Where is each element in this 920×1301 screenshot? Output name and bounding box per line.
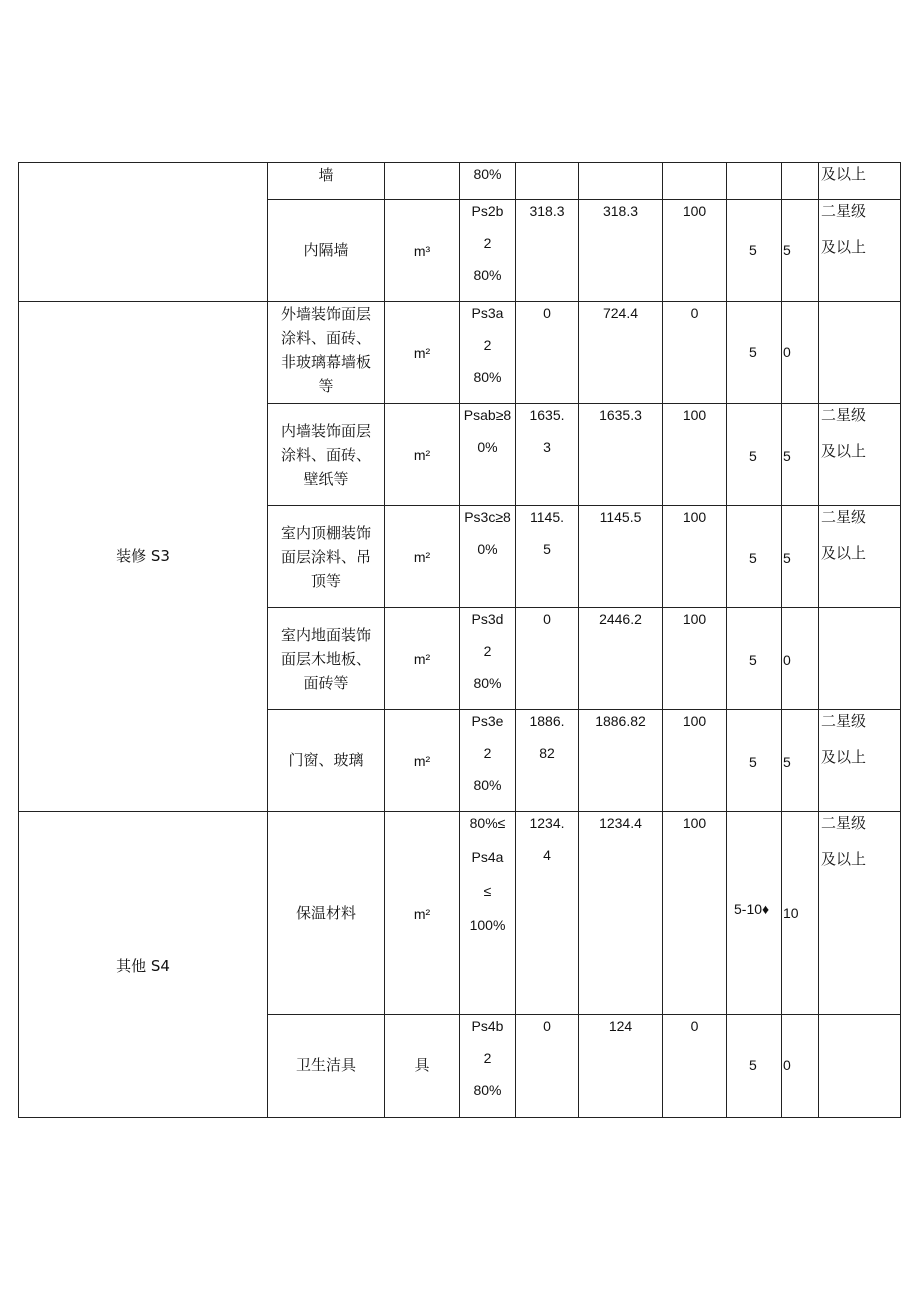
table-row-1-star [818, 199, 901, 301]
table-row-5-value-a [515, 607, 578, 709]
star-line: 二星级 [821, 712, 867, 730]
item-line: 面层木地板、 [280, 650, 371, 668]
table-row-0-value-c [662, 162, 726, 199]
table-row-1-value-b [578, 199, 662, 301]
table-row-4-star [818, 505, 901, 607]
unit-label: m² [413, 906, 431, 922]
score-range: 5 [749, 550, 757, 566]
item-label: 保温材料 [295, 904, 356, 922]
table-row-2-score [781, 301, 818, 403]
star-line: 二星级 [821, 202, 867, 220]
category-label: 装修 S3 [116, 547, 170, 565]
ratio-line: Ps3e [471, 713, 504, 729]
item-line: 壁纸等 [303, 470, 349, 488]
table-row-5-unit [384, 607, 459, 709]
table-row-2-ratio [459, 301, 515, 403]
score-range: 5 [749, 448, 757, 464]
ratio-line: Ps4b [471, 1018, 504, 1034]
item-line: 涂料、面砖、 [280, 446, 371, 464]
value-line: 100 [682, 713, 707, 729]
table-row-5-score [781, 607, 818, 709]
value-line: 0 [543, 611, 551, 627]
table-row-5-value-b [578, 607, 662, 709]
ratio-line: 2 [483, 643, 492, 659]
ratio-line: Ps3a [471, 305, 504, 321]
table-row-1-value-c [662, 199, 726, 301]
table-row-3-unit [384, 403, 459, 505]
table-row-6-value-c [662, 709, 726, 811]
materials-table [18, 162, 901, 1118]
score: 5 [783, 448, 791, 464]
unit-label: m² [413, 549, 431, 565]
score: 5 [783, 550, 791, 566]
ratio-line: Ps3c≥8 [464, 509, 511, 525]
value-line: 5 [543, 541, 551, 557]
star-line: 二星级 [821, 814, 867, 832]
table-row-6-unit [384, 709, 459, 811]
table-row-7-unit [384, 811, 459, 1014]
table-row-7-ratio [459, 811, 515, 1014]
table-row-5-item [267, 607, 384, 709]
table-row-0-score-range [726, 162, 781, 199]
ratio-line: Psab≥8 [463, 407, 512, 423]
table-row-4-score [781, 505, 818, 607]
score: 5 [783, 754, 791, 770]
star-line: 二星级 [821, 406, 867, 424]
item-line: 非玻璃幕墙板 [280, 353, 371, 371]
value-line: 4 [543, 847, 551, 863]
ratio-line: Ps4a [471, 849, 504, 865]
ratio-line: 0% [477, 541, 498, 557]
table-row-8-score [781, 1014, 818, 1118]
table-row-6-item [267, 709, 384, 811]
item-label: 墙 [318, 166, 334, 184]
table-row-0-item [267, 162, 384, 199]
ratio-line: 80% [473, 1082, 502, 1098]
table-row-7-score-range [726, 811, 781, 1014]
table-row-5-ratio [459, 607, 515, 709]
table-row-8-score-range [726, 1014, 781, 1118]
table-row-4-value-b [578, 505, 662, 607]
ratio-line: 2 [483, 745, 492, 761]
score-range: 5 [749, 652, 757, 668]
value-line: 0 [690, 305, 699, 321]
score-range: 5 [749, 1057, 757, 1073]
value-line: 1145. [530, 509, 564, 525]
value-line: 82 [539, 745, 555, 761]
table-row-1-unit [384, 199, 459, 301]
ratio-line: Ps3d [471, 611, 504, 627]
score: 10 [783, 905, 799, 921]
score: 5 [783, 242, 791, 258]
table-row-3-value-b [578, 403, 662, 505]
unit-label: m³ [413, 243, 431, 259]
value-line: 100 [682, 407, 707, 423]
table-row-4-value-a [515, 505, 578, 607]
ratio-line: 80%≤ [469, 815, 506, 831]
item-label: 内隔墙 [303, 241, 349, 259]
table-row-8-star [818, 1014, 901, 1118]
table-row-4-ratio [459, 505, 515, 607]
star-line: 及以上 [821, 748, 867, 766]
star-line: 及以上 [821, 442, 867, 460]
table-row-4-unit [384, 505, 459, 607]
table-row-4-item [267, 505, 384, 607]
table-row-0-value-b [578, 162, 662, 199]
item-label: 卫生洁具 [295, 1056, 356, 1074]
star-line: 及以上 [821, 238, 867, 256]
table-row-2-value-a [515, 301, 578, 403]
value-line: 100 [682, 203, 707, 219]
ratio-line: 80% [473, 267, 502, 283]
table-row-3-score [781, 403, 818, 505]
table-row-2-item [267, 301, 384, 403]
ratio-line: 80% [473, 675, 502, 691]
table-row-3-star [818, 403, 901, 505]
value-line: 1234.4 [599, 815, 642, 831]
score-range: 5 [749, 242, 757, 258]
table-row-6-score [781, 709, 818, 811]
category-cell-s4 [18, 811, 267, 1118]
table-row-8-item [267, 1014, 384, 1118]
star-line: 及以上 [821, 544, 867, 562]
ratio-line: 80% [473, 777, 502, 793]
value-line: 100 [682, 509, 707, 525]
table-row-3-value-a [515, 403, 578, 505]
ratio-line: 80% [473, 369, 502, 385]
category-cell-top [18, 162, 267, 301]
star-line: 及以上 [821, 850, 867, 868]
ratio-line: 2 [483, 337, 492, 353]
table-row-3-item [267, 403, 384, 505]
table-row-1-ratio [459, 199, 515, 301]
ratio-line: 2 [483, 1050, 492, 1066]
ratio-line: 2 [483, 235, 492, 251]
value-line: 0 [690, 1018, 699, 1034]
star-line: 二星级 [821, 508, 867, 526]
table-row-3-score-range [726, 403, 781, 505]
item-line: 涂料、面砖、 [280, 329, 371, 347]
value-line: 0 [543, 1018, 551, 1034]
table-row-3-ratio [459, 403, 515, 505]
unit-label: m² [413, 753, 431, 769]
table-row-1-score [781, 199, 818, 301]
ratio-line: Ps2b [471, 203, 504, 219]
category-cell-s3 [18, 301, 267, 811]
table-row-1-value-a [515, 199, 578, 301]
table-row-7-value-c [662, 811, 726, 1014]
item-line: 室内地面装饰 [280, 626, 371, 644]
item-line: 面层涂料、吊 [280, 548, 371, 566]
table-row-7-item [267, 811, 384, 1014]
table-row-2-unit [384, 301, 459, 403]
item-line: 等 [318, 377, 334, 395]
score-range: 5 [749, 754, 757, 770]
score-range: 5 [749, 344, 757, 360]
value-line: 0 [543, 305, 551, 321]
table-row-6-ratio [459, 709, 515, 811]
value-line: 100 [682, 815, 707, 831]
table-row-6-value-a [515, 709, 578, 811]
item-line: 顶等 [310, 572, 341, 590]
item-line: 面砖等 [303, 674, 349, 692]
table-row-1-item [267, 199, 384, 301]
ratio-line: 0% [477, 439, 498, 455]
table-row-8-value-b [578, 1014, 662, 1118]
score-range: 5-10♦ [734, 901, 770, 917]
item-line: 室内顶棚装饰 [280, 524, 371, 542]
value-line: 3 [543, 439, 551, 455]
table-row-6-score-range [726, 709, 781, 811]
value-line: 724.4 [602, 305, 639, 321]
table-row-2-score-range [726, 301, 781, 403]
ratio-line: 80% [473, 166, 502, 182]
category-label: 其他 S4 [116, 957, 170, 975]
score: 0 [783, 344, 791, 360]
item-label: 门窗、玻璃 [288, 751, 364, 769]
value-line: 1234. [529, 815, 565, 831]
value-line: 1635.3 [599, 407, 642, 423]
value-line: 1145.5 [599, 509, 642, 525]
table-row-4-value-c [662, 505, 726, 607]
star-line: 及以上 [821, 165, 867, 183]
table-row-1-score-range [726, 199, 781, 301]
table-row-7-star [818, 811, 901, 1014]
item-line: 外墙装饰面层 [280, 305, 371, 323]
table-row-5-score-range [726, 607, 781, 709]
unit-label: m² [413, 447, 431, 463]
value-line: 318.3 [529, 203, 565, 219]
value-line: 124 [608, 1018, 633, 1034]
table-row-6-star [818, 709, 901, 811]
value-line: 318.3 [602, 203, 639, 219]
table-row-7-value-a [515, 811, 578, 1014]
table-row-2-value-b [578, 301, 662, 403]
table-row-8-value-c [662, 1014, 726, 1118]
score: 0 [783, 1057, 791, 1073]
value-line: 1886.82 [595, 713, 646, 729]
table-row-7-value-b [578, 811, 662, 1014]
table-row-0-star [818, 162, 901, 199]
table-row-6-value-b [578, 709, 662, 811]
table-row-8-value-a [515, 1014, 578, 1118]
table-row-5-value-c [662, 607, 726, 709]
ratio-line: ≤ [483, 883, 492, 899]
unit-label: m² [413, 345, 431, 361]
score: 0 [783, 652, 791, 668]
ratio-line: 100% [469, 917, 506, 933]
value-line: 100 [682, 611, 707, 627]
table-row-0-value-a [515, 162, 578, 199]
table-row-8-ratio [459, 1014, 515, 1118]
table-row-0-ratio [459, 162, 515, 199]
table-row-8-unit [384, 1014, 459, 1118]
table-row-3-value-c [662, 403, 726, 505]
table-row-0-score [781, 162, 818, 199]
unit-label: 具 [414, 1056, 430, 1074]
table-row-4-score-range [726, 505, 781, 607]
table-row-2-star [818, 301, 901, 403]
value-line: 1886. [529, 713, 565, 729]
table-row-5-star [818, 607, 901, 709]
value-line: 1635. [529, 407, 565, 423]
table-row-7-score [781, 811, 818, 1014]
unit-label: m² [413, 651, 431, 667]
table-row-2-value-c [662, 301, 726, 403]
item-line: 内墙装饰面层 [280, 422, 371, 440]
table-row-0-unit [384, 162, 459, 199]
value-line: 2446.2 [599, 611, 642, 627]
